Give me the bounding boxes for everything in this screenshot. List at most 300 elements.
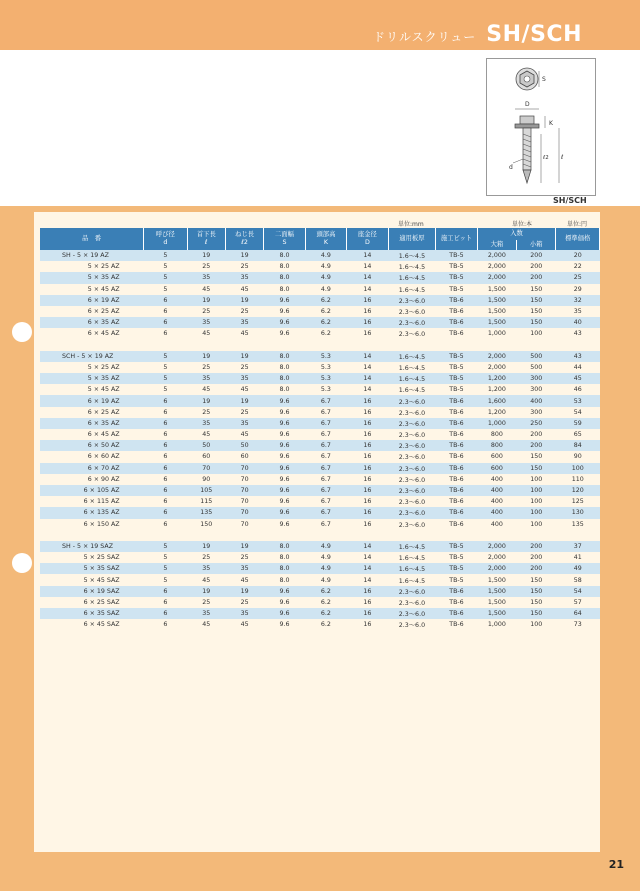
table-row bbox=[40, 440, 600, 451]
table-cell: 45 bbox=[240, 621, 249, 629]
table-cell: 45 bbox=[240, 330, 249, 338]
table-cell: 2,000 bbox=[487, 263, 506, 271]
part-number-cell: 5 × 25 AZ bbox=[87, 363, 120, 371]
table-cell: 14 bbox=[363, 363, 372, 371]
table-cell: 100 bbox=[530, 520, 543, 528]
table-cell: 2,000 bbox=[487, 554, 506, 562]
table-cell: 70 bbox=[240, 520, 249, 528]
table-cell: 16 bbox=[347, 295, 388, 306]
part-number-cell: 6 × 45 AZ bbox=[87, 431, 120, 439]
part-number-cell: 6 × 50 AZ bbox=[40, 440, 144, 451]
table-row bbox=[40, 362, 600, 373]
table-cell: 45 bbox=[202, 431, 211, 439]
col-qty-big: 大箱 bbox=[477, 240, 516, 250]
table-row bbox=[40, 574, 600, 585]
table-cell: 2,000 bbox=[477, 563, 516, 574]
table-row bbox=[40, 474, 600, 485]
col-washer-d: 座金径 D bbox=[347, 228, 388, 250]
label-d-upper: D bbox=[525, 101, 530, 108]
table-cell: TB-6 bbox=[436, 586, 477, 597]
table-cell: 6.2 bbox=[320, 621, 331, 629]
table-cell: 19 bbox=[225, 351, 263, 362]
table-cell: 4.9 bbox=[320, 285, 331, 293]
table-cell: 60 bbox=[202, 453, 211, 461]
title-jp: ドリルスクリュー bbox=[373, 30, 477, 44]
table-cell: 6.2 bbox=[305, 586, 346, 597]
table-cell: 5 bbox=[144, 250, 188, 261]
table-cell: 70 bbox=[240, 475, 249, 483]
table-cell: 35 bbox=[187, 272, 225, 283]
table-cell: 400 bbox=[490, 498, 503, 506]
part-number-cell: 6 × 45 SAZ bbox=[83, 621, 120, 629]
table-cell: 4.9 bbox=[320, 554, 331, 562]
table-cell: 45 bbox=[240, 431, 249, 439]
table-cell: 100 bbox=[517, 507, 556, 518]
part-number-cell: 5 × 25 AZ bbox=[87, 263, 120, 271]
table-cell: 45 bbox=[202, 576, 211, 584]
table-cell: 8.0 bbox=[264, 250, 305, 261]
table-cell: 6 bbox=[144, 440, 188, 451]
table-cell: 135 bbox=[187, 507, 225, 518]
table-cell: 9.6 bbox=[264, 295, 305, 306]
table-cell: 32 bbox=[556, 295, 600, 306]
table-cell: 5.3 bbox=[320, 386, 331, 394]
table-cell: 90 bbox=[202, 475, 211, 483]
table-cell: 60 bbox=[240, 453, 249, 461]
table-cell: 120 bbox=[556, 485, 600, 496]
table-cell: 14 bbox=[347, 272, 388, 283]
table-cell: 9.6 bbox=[279, 431, 290, 439]
table-cell: 6 bbox=[144, 586, 188, 597]
table-cell: 16 bbox=[363, 598, 372, 606]
table-row bbox=[40, 295, 600, 306]
table-cell: 4.9 bbox=[305, 541, 346, 552]
table-cell: 6.7 bbox=[305, 418, 346, 429]
table-cell: 1,500 bbox=[487, 576, 506, 584]
table-cell: 6 bbox=[163, 308, 168, 316]
table-cell: 2.3～6.0 bbox=[388, 418, 436, 429]
table-cell: 16 bbox=[347, 586, 388, 597]
col-name: 品 番 bbox=[40, 228, 144, 250]
table-cell: 4.9 bbox=[305, 272, 346, 283]
table-cell: TB-6 bbox=[449, 498, 464, 506]
table-cell: 35 bbox=[187, 608, 225, 619]
table-cell: 9.6 bbox=[264, 507, 305, 518]
table-cell: 2,000 bbox=[477, 250, 516, 261]
part-number-cell: 6 × 35 AZ bbox=[40, 418, 144, 429]
table-cell: 6 bbox=[163, 453, 168, 461]
table-cell: 800 bbox=[490, 431, 503, 439]
table-cell: 73 bbox=[573, 621, 582, 629]
table-cell: 8.0 bbox=[264, 563, 305, 574]
table-cell: 6.2 bbox=[320, 308, 331, 316]
table-cell: 19 bbox=[225, 395, 263, 406]
table-cell: 16 bbox=[363, 408, 372, 416]
table-cell: TB-6 bbox=[449, 330, 464, 338]
table-cell: 2.3～6.0 bbox=[398, 309, 426, 317]
table-cell: 400 bbox=[490, 475, 503, 483]
table-cell: 6.7 bbox=[320, 431, 331, 439]
table-row bbox=[40, 373, 600, 384]
table-cell: 150 bbox=[530, 285, 543, 293]
table-row bbox=[40, 541, 600, 552]
table-cell: 1,500 bbox=[477, 608, 516, 619]
table-cell: 6 bbox=[144, 463, 188, 474]
part-number-cell: 5 × 35 SAZ bbox=[40, 563, 144, 574]
label-l: ℓ bbox=[561, 154, 564, 161]
table-cell: 9.6 bbox=[264, 395, 305, 406]
table-cell: TB-6 bbox=[449, 621, 464, 629]
table-cell: 6.7 bbox=[320, 498, 331, 506]
table-cell: 1.6～4.5 bbox=[398, 364, 426, 372]
part-number-cell: 6 × 115 AZ bbox=[83, 498, 120, 506]
table-cell: 84 bbox=[556, 440, 600, 451]
table-cell: 70 bbox=[240, 498, 249, 506]
table-cell: TB-5 bbox=[449, 363, 464, 371]
table-cell: 90 bbox=[573, 453, 582, 461]
table-cell: 1.6～4.5 bbox=[388, 373, 436, 384]
table-cell: 6.2 bbox=[305, 608, 346, 619]
table-cell: TB-5 bbox=[436, 373, 477, 384]
table-cell: 5 bbox=[144, 563, 188, 574]
part-number-cell: 5 × 35 AZ bbox=[40, 373, 144, 384]
table-cell: 2.3～6.0 bbox=[398, 409, 426, 417]
table-cell: 1,500 bbox=[477, 317, 516, 328]
table-cell: 6 bbox=[144, 395, 188, 406]
table-cell: 25 bbox=[202, 408, 211, 416]
table-row bbox=[40, 519, 600, 530]
table-cell: 35 bbox=[225, 373, 263, 384]
table-cell: 19 bbox=[187, 295, 225, 306]
part-number-cell: 5 × 45 AZ bbox=[87, 386, 120, 394]
table-cell: 130 bbox=[556, 507, 600, 518]
table-cell: 150 bbox=[517, 586, 556, 597]
col-price: 標準価格 bbox=[556, 228, 600, 250]
table-cell: TB-5 bbox=[436, 563, 477, 574]
table-cell: 37 bbox=[556, 541, 600, 552]
table-cell: TB-5 bbox=[449, 285, 464, 293]
table-row bbox=[40, 496, 600, 507]
table-cell: 8.0 bbox=[264, 351, 305, 362]
table-cell: 9.6 bbox=[279, 598, 290, 606]
table-cell: 2.3～6.0 bbox=[388, 586, 436, 597]
table-cell: 25 bbox=[240, 363, 249, 371]
table-cell: TB-6 bbox=[449, 475, 464, 483]
table-cell: 6.7 bbox=[305, 395, 346, 406]
table-row bbox=[40, 563, 600, 574]
table-cell: 500 bbox=[530, 363, 543, 371]
table-cell: 16 bbox=[363, 498, 372, 506]
table-cell: 40 bbox=[556, 317, 600, 328]
table-cell: 35 bbox=[187, 317, 225, 328]
table-cell: TB-5 bbox=[449, 576, 464, 584]
table-cell: 800 bbox=[477, 440, 516, 451]
table-cell: 5 bbox=[163, 363, 168, 371]
table-cell: 35 bbox=[225, 563, 263, 574]
table-row bbox=[40, 261, 600, 272]
table-cell: 14 bbox=[347, 563, 388, 574]
table-cell: 4.9 bbox=[320, 576, 331, 584]
table-cell: 105 bbox=[187, 485, 225, 496]
unit-price: 単位:円 bbox=[567, 221, 588, 228]
unit-length: 単位:mm bbox=[398, 221, 424, 228]
table-row bbox=[40, 429, 600, 440]
table-cell: 200 bbox=[530, 263, 543, 271]
table-cell: 16 bbox=[363, 621, 372, 629]
unit-quantity: 単位:本 bbox=[512, 221, 533, 228]
part-number-cell: 6 × 19 AZ bbox=[40, 295, 144, 306]
table-cell: 8.0 bbox=[279, 554, 290, 562]
table-cell: 6 bbox=[163, 520, 168, 528]
table-row bbox=[40, 328, 600, 339]
table-cell: 1,000 bbox=[487, 621, 506, 629]
table-cell: 9.6 bbox=[264, 586, 305, 597]
table-row bbox=[40, 351, 600, 362]
table-row bbox=[40, 608, 600, 619]
table-cell: 5.3 bbox=[305, 373, 346, 384]
table-cell: 35 bbox=[225, 418, 263, 429]
table-cell: 35 bbox=[225, 317, 263, 328]
table-cell: 9.6 bbox=[279, 330, 290, 338]
table-cell: 45 bbox=[202, 621, 211, 629]
table-cell: 25 bbox=[240, 263, 249, 271]
table-cell: 9.6 bbox=[279, 498, 290, 506]
table-cell: 1,000 bbox=[487, 330, 506, 338]
col-thickness: 適用板厚 bbox=[388, 228, 436, 250]
table-cell: 200 bbox=[517, 250, 556, 261]
table-cell: 6.7 bbox=[320, 453, 331, 461]
label-d-lower: d bbox=[509, 164, 513, 171]
table-cell: 45 bbox=[202, 330, 211, 338]
table-cell: TB-5 bbox=[449, 554, 464, 562]
part-number-cell: 6 × 25 AZ bbox=[87, 408, 120, 416]
label-k: K bbox=[549, 120, 553, 127]
table-cell: 1.6～4.5 bbox=[388, 541, 436, 552]
table-cell: 6 bbox=[163, 330, 168, 338]
table-cell: 16 bbox=[363, 330, 372, 338]
table-cell: 19 bbox=[225, 586, 263, 597]
table-cell: 135 bbox=[571, 520, 584, 528]
table-cell: 9.6 bbox=[279, 308, 290, 316]
table-cell: 2,000 bbox=[477, 541, 516, 552]
table-cell: 1,200 bbox=[487, 408, 506, 416]
table-cell: 5 bbox=[163, 386, 168, 394]
table-cell: TB-6 bbox=[449, 408, 464, 416]
table-cell: 6.7 bbox=[305, 507, 346, 518]
table-cell: 25 bbox=[240, 554, 249, 562]
table-cell: 70 bbox=[225, 485, 263, 496]
table-cell: 8.0 bbox=[279, 576, 290, 584]
table-cell: 100 bbox=[517, 485, 556, 496]
table-cell: 19 bbox=[225, 295, 263, 306]
diagram-caption: SH/SCH bbox=[553, 196, 587, 205]
table-cell: 35 bbox=[225, 608, 263, 619]
table-cell: 200 bbox=[530, 554, 543, 562]
table-cell: 9.6 bbox=[264, 317, 305, 328]
table-cell: 250 bbox=[517, 418, 556, 429]
table-cell: 19 bbox=[187, 351, 225, 362]
table-cell: 8.0 bbox=[279, 285, 290, 293]
table-cell: 150 bbox=[530, 598, 543, 606]
table-cell: 16 bbox=[347, 418, 388, 429]
col-qty-small: 小箱 bbox=[517, 240, 556, 250]
table-cell: 35 bbox=[187, 418, 225, 429]
table-cell: 1,600 bbox=[477, 395, 516, 406]
table-cell: TB-6 bbox=[449, 520, 464, 528]
table-cell: 110 bbox=[571, 475, 584, 483]
table-cell: 6 bbox=[144, 507, 188, 518]
table-cell: 2,000 bbox=[487, 363, 506, 371]
table-cell: TB-5 bbox=[436, 351, 477, 362]
table-cell: TB-6 bbox=[436, 317, 477, 328]
table-cell: 9.6 bbox=[264, 485, 305, 496]
table-cell: 35 bbox=[187, 563, 225, 574]
table-cell: 46 bbox=[573, 386, 582, 394]
table-cell: 16 bbox=[363, 475, 372, 483]
table-cell: 300 bbox=[530, 386, 543, 394]
table-cell: 1.6～4.5 bbox=[398, 577, 426, 585]
table-cell: 1.6～4.5 bbox=[398, 286, 426, 294]
table-cell: 25 bbox=[202, 308, 211, 316]
table-cell: 6 bbox=[163, 408, 168, 416]
table-cell: 150 bbox=[530, 308, 543, 316]
part-number-cell: 6 × 35 SAZ bbox=[40, 608, 144, 619]
table-cell: 49 bbox=[556, 563, 600, 574]
screw-diagram bbox=[486, 58, 596, 196]
table-cell: 200 bbox=[517, 440, 556, 451]
table-cell: 6 bbox=[163, 475, 168, 483]
part-number-cell: 6 × 90 AZ bbox=[87, 475, 120, 483]
table-row bbox=[40, 485, 600, 496]
table-cell: 44 bbox=[573, 363, 582, 371]
table-row bbox=[40, 250, 600, 261]
part-number-cell: 6 × 25 AZ bbox=[87, 308, 120, 316]
table-cell: 14 bbox=[363, 554, 372, 562]
table-row bbox=[40, 284, 600, 295]
table-cell: 6.7 bbox=[305, 463, 346, 474]
table-cell: TB-5 bbox=[436, 250, 477, 261]
table-cell: 6 bbox=[163, 598, 168, 606]
table-row bbox=[40, 395, 600, 406]
table-cell: 14 bbox=[347, 250, 388, 261]
table-cell: TB-6 bbox=[449, 308, 464, 316]
table-cell: 25 bbox=[240, 308, 249, 316]
table-cell: 2.3～6.0 bbox=[398, 499, 426, 507]
part-number-cell: 6 × 35 AZ bbox=[40, 317, 144, 328]
table-body bbox=[40, 250, 600, 630]
col-s: 二面幅 S bbox=[264, 228, 305, 250]
table-cell: 29 bbox=[573, 285, 582, 293]
table-cell: 200 bbox=[530, 431, 543, 439]
table-cell: 4.9 bbox=[305, 250, 346, 261]
table-cell: 25 bbox=[202, 598, 211, 606]
table-cell: 8.0 bbox=[264, 373, 305, 384]
part-number-cell: 6 × 105 AZ bbox=[40, 485, 144, 496]
table-cell: 1,200 bbox=[487, 386, 506, 394]
table-cell: 54 bbox=[556, 586, 600, 597]
table-cell: 14 bbox=[347, 541, 388, 552]
table-cell: 14 bbox=[347, 351, 388, 362]
table-cell: 400 bbox=[490, 520, 503, 528]
table-row bbox=[40, 619, 600, 630]
table-cell: 9.6 bbox=[279, 453, 290, 461]
part-number-cell: 5 × 25 SAZ bbox=[83, 554, 120, 562]
table-cell: 8.0 bbox=[279, 363, 290, 371]
part-number-cell: SH - 5 × 19 AZ bbox=[40, 250, 144, 261]
table-cell: 2.3～6.0 bbox=[388, 608, 436, 619]
table-cell: 8.0 bbox=[279, 263, 290, 271]
table-row bbox=[40, 597, 600, 608]
table-cell: 54 bbox=[573, 408, 582, 416]
table-cell: 1.6～4.5 bbox=[398, 387, 426, 395]
table-cell: 16 bbox=[363, 308, 372, 316]
table-cell: 16 bbox=[347, 608, 388, 619]
table-cell: 150 bbox=[517, 463, 556, 474]
part-number-cell: 6 × 25 SAZ bbox=[83, 598, 120, 606]
part-number-cell: SH - 5 × 19 SAZ bbox=[40, 541, 144, 552]
table-cell: 1.6～4.5 bbox=[388, 351, 436, 362]
table-cell: 200 bbox=[517, 272, 556, 283]
table-cell: 1,000 bbox=[477, 418, 516, 429]
table-cell: 50 bbox=[225, 440, 263, 451]
part-number-cell: 6 × 70 AZ bbox=[40, 463, 144, 474]
table-cell: 14 bbox=[363, 263, 372, 271]
table-cell: TB-6 bbox=[436, 295, 477, 306]
table-cell: 6 bbox=[144, 485, 188, 496]
table-cell: TB-5 bbox=[436, 541, 477, 552]
table-cell: 100 bbox=[530, 475, 543, 483]
table-row bbox=[40, 306, 600, 317]
table-cell: 100 bbox=[556, 463, 600, 474]
table-cell: 1.6～4.5 bbox=[398, 264, 426, 272]
label-s: S bbox=[542, 76, 546, 83]
table-cell: 19 bbox=[187, 250, 225, 261]
table-cell: 19 bbox=[187, 586, 225, 597]
table-cell: TB-6 bbox=[436, 608, 477, 619]
col-l2: ねじ長 ℓ2 bbox=[225, 228, 263, 250]
table-cell: 1,500 bbox=[487, 285, 506, 293]
table-cell: 35 bbox=[573, 308, 582, 316]
table-cell: 45 bbox=[240, 386, 249, 394]
table-cell: 150 bbox=[517, 317, 556, 328]
part-number-cell: 6 × 150 AZ bbox=[83, 520, 120, 528]
part-number-cell: SCH - 5 × 19 AZ bbox=[40, 351, 144, 362]
table-row bbox=[40, 407, 600, 418]
table-cell: 70 bbox=[187, 463, 225, 474]
table-cell: 4.9 bbox=[305, 563, 346, 574]
table-cell: 5 bbox=[163, 285, 168, 293]
table-cell: 35 bbox=[225, 272, 263, 283]
group-spacer bbox=[40, 340, 600, 351]
table-cell: 16 bbox=[347, 507, 388, 518]
table-cell: 16 bbox=[347, 395, 388, 406]
table-cell: 115 bbox=[200, 498, 213, 506]
table-cell: 6.7 bbox=[305, 485, 346, 496]
table-cell: 2.3～6.0 bbox=[398, 622, 426, 630]
table-cell: 20 bbox=[556, 250, 600, 261]
table-cell: 65 bbox=[573, 431, 582, 439]
table-cell: 2.3～6.0 bbox=[398, 331, 426, 339]
table-cell: 19 bbox=[225, 541, 263, 552]
table-cell: 6.7 bbox=[320, 475, 331, 483]
page-number: 21 bbox=[608, 858, 624, 871]
table-cell: 5 bbox=[163, 263, 168, 271]
table-cell: 2,000 bbox=[477, 351, 516, 362]
table-cell: 600 bbox=[477, 463, 516, 474]
table-cell: 25 bbox=[202, 554, 211, 562]
table-cell: 2.3～6.0 bbox=[388, 440, 436, 451]
col-k: 頭部高 K bbox=[305, 228, 346, 250]
